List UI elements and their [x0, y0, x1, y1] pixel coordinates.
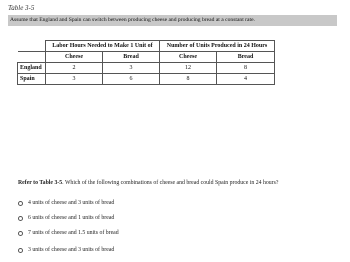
sub-header-cheese-units: Cheese: [160, 52, 217, 63]
answer-option-2[interactable]: [18, 213, 114, 223]
sub-header-bread-hours: Bread: [103, 52, 160, 63]
table-cell: 6: [103, 74, 160, 85]
radio-button[interactable]: [18, 216, 23, 221]
table-cell: 3: [46, 74, 103, 85]
table-cell: 8: [217, 63, 275, 74]
assumption-text: Assume that England and Spain can switch between producing cheese and producing bread at a constant rate.: [8, 15, 337, 26]
table-row: [18, 74, 275, 85]
radio-button[interactable]: [18, 201, 23, 206]
sub-header-cheese-hours: Cheese: [46, 52, 103, 63]
answer-option-1[interactable]: [18, 198, 114, 208]
table-cell: 2: [46, 63, 103, 74]
sub-header-bread-units: Bread: [217, 52, 275, 63]
option-label: 3 units of cheese and 3 units of bread: [28, 247, 115, 253]
question-reference: Refer to Table 3-5: [18, 180, 63, 186]
group-header-labor-hours: Labor Hours Needed to Make 1 Unit of: [46, 41, 160, 52]
answer-option-3[interactable]: [18, 228, 119, 238]
option-label: 4 units of cheese and 3 units of bread: [28, 200, 115, 206]
table-cell: 4: [217, 74, 275, 85]
radio-button[interactable]: [18, 248, 23, 253]
question-text: [18, 180, 343, 186]
table-cell: 3: [103, 63, 160, 74]
row-label-spain: Spain: [18, 74, 46, 85]
answer-option-4[interactable]: [18, 245, 114, 255]
table-title: Table 3-5: [8, 4, 35, 12]
table-row: [18, 63, 275, 74]
radio-button[interactable]: [18, 231, 23, 236]
row-label-england: England: [18, 63, 46, 74]
option-label: 7 units of cheese and 1.5 units of bread: [28, 230, 119, 236]
production-table: [17, 40, 275, 85]
table-cell: 12: [160, 63, 217, 74]
question-body: . Which of the following combinations of cheese and bread could Spain produce in 24 hours?: [62, 180, 279, 186]
table-cell: 8: [160, 74, 217, 85]
option-label: 6 units of cheese and 1 units of bread: [28, 215, 115, 221]
group-header-units-produced: Number of Units Produced in 24 Hours: [160, 41, 275, 52]
